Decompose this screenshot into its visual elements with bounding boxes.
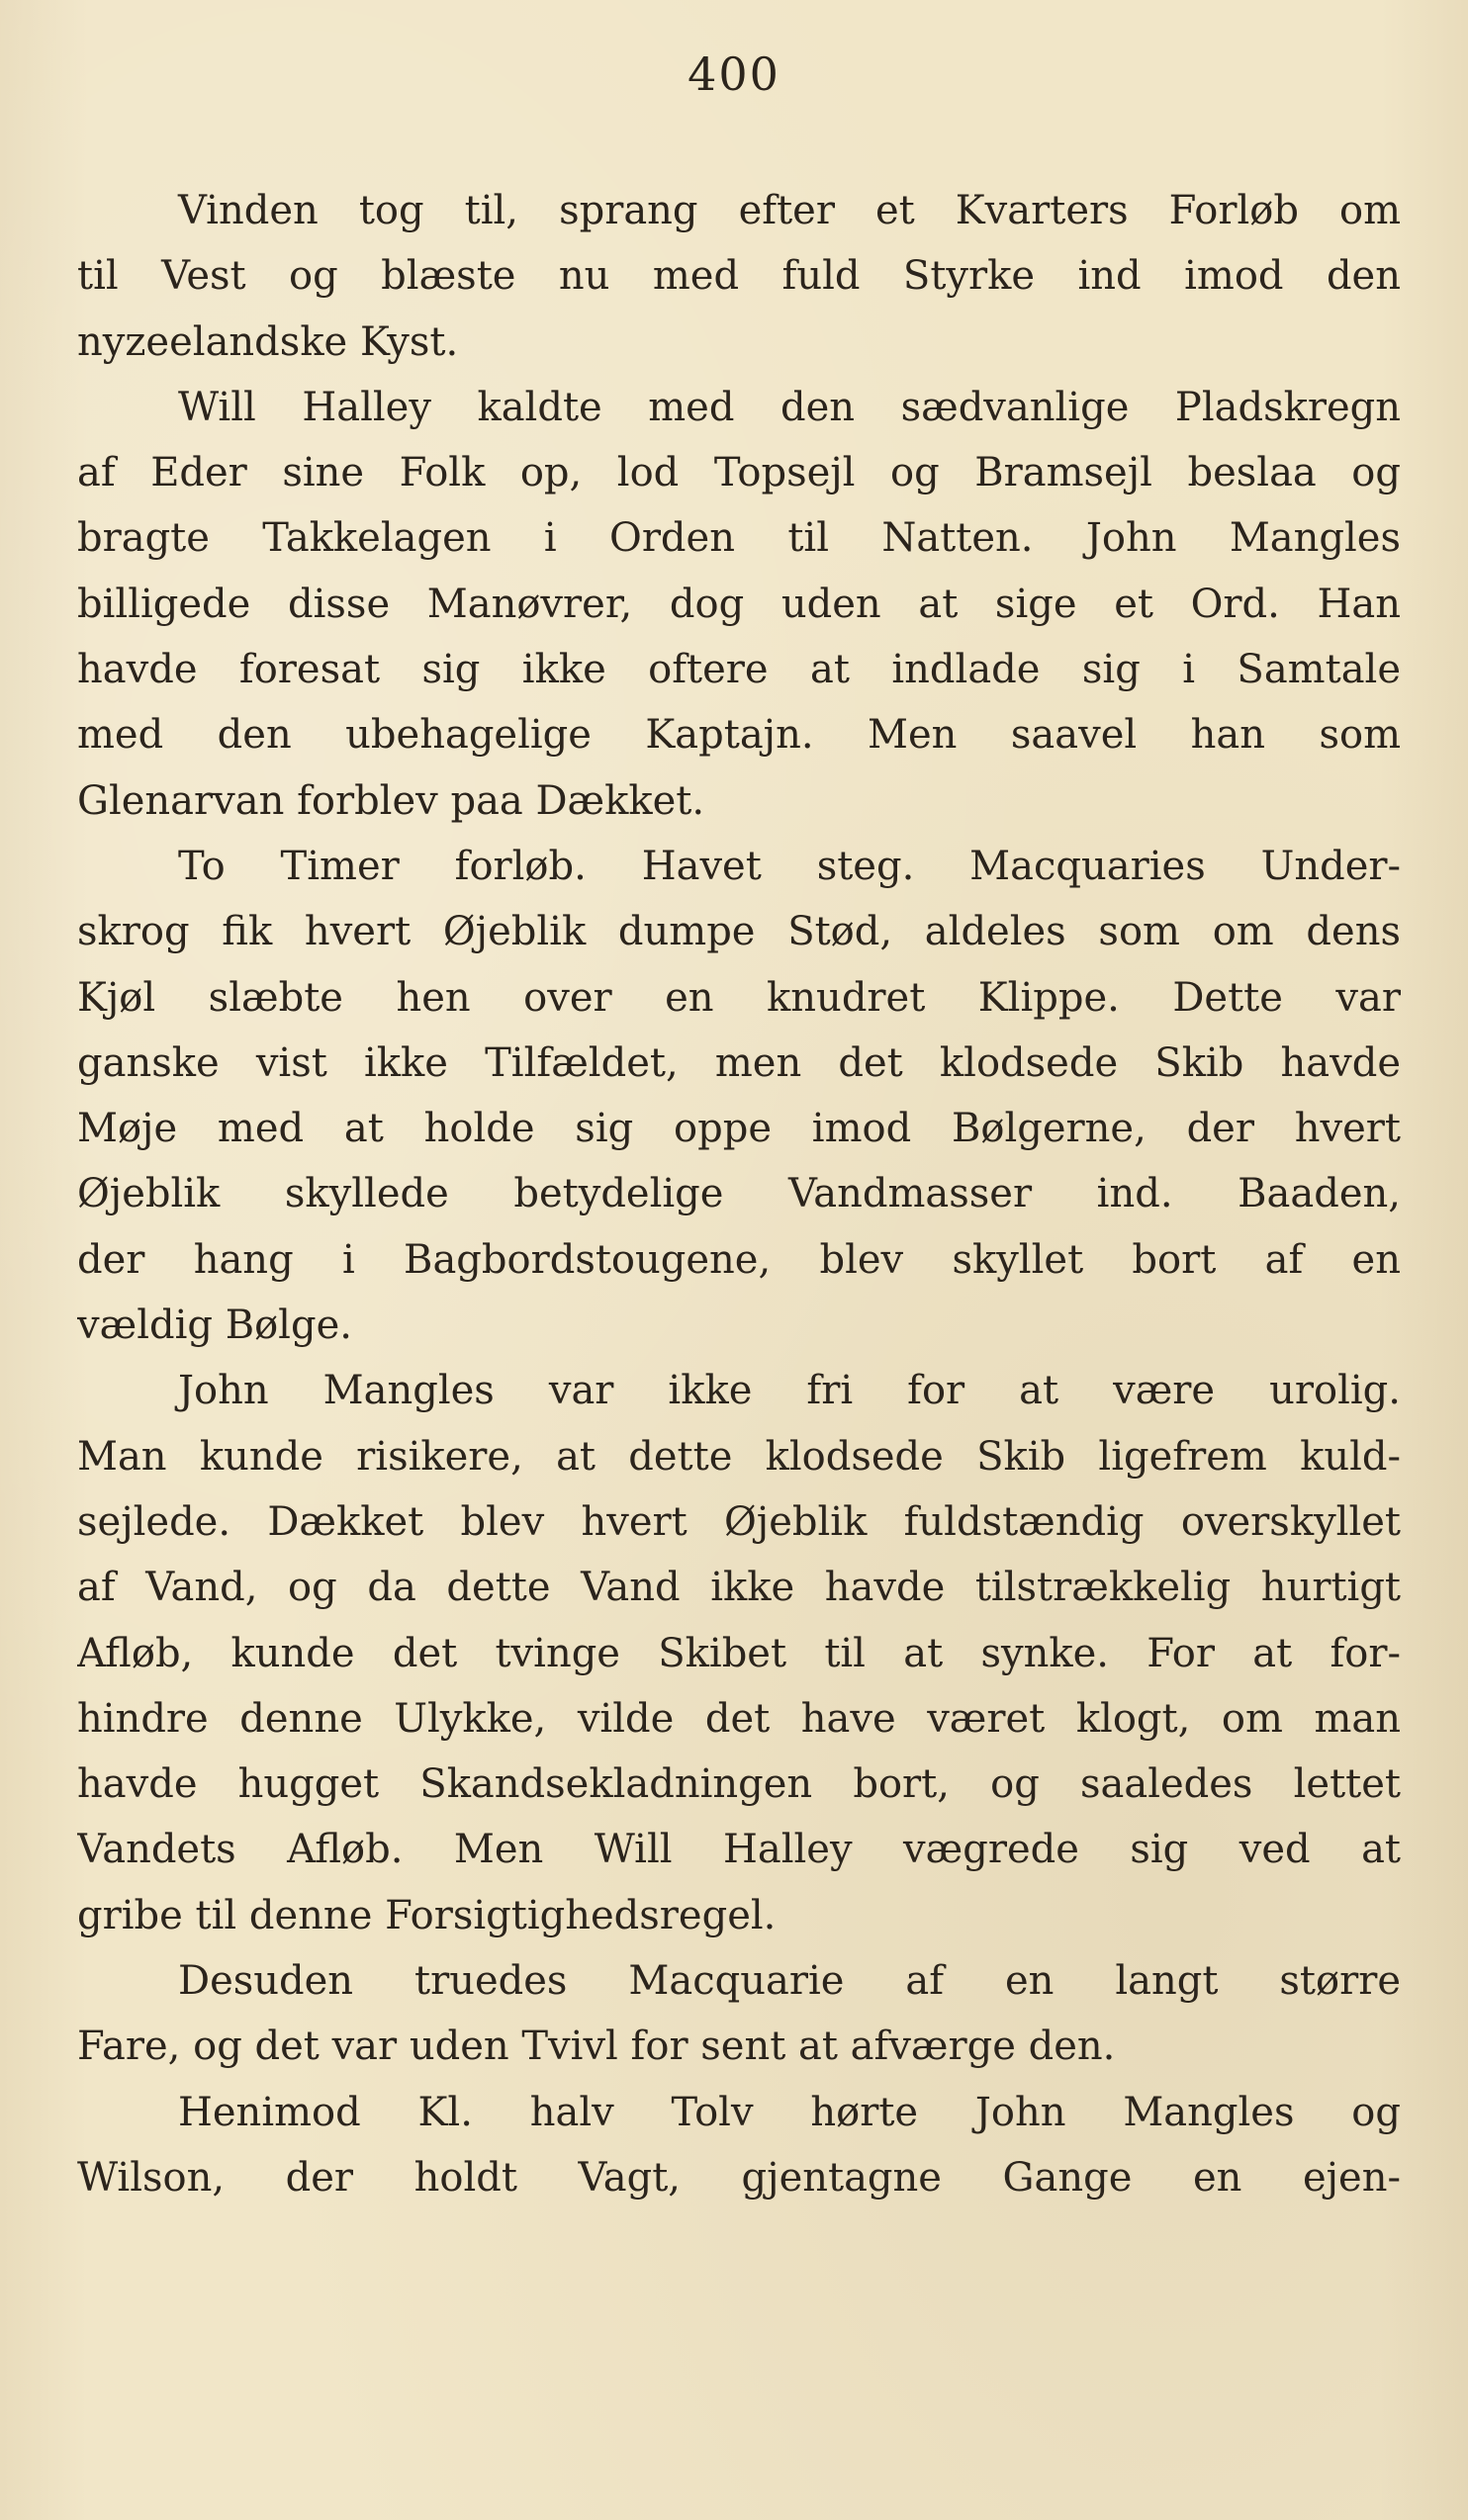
- text-line: Vinden tog til, sprang efter et Kvarters Forløb om: [178, 188, 1401, 233]
- text-line: Fare, og det var uden Tvivl for sent at afværge den.: [77, 2024, 1116, 2070]
- text-line: hindre denne Ulykke, vilde det have været klogt, om man: [77, 1695, 1401, 1742]
- text-line: Møje med at holde sig oppe imod Bølgerne, der hvert: [77, 1106, 1401, 1152]
- text-line: Glenarvan forblev paa Dækket.: [77, 777, 705, 824]
- paragraph-3: [77, 834, 1401, 1358]
- text-line: Henimod Kl. halv Tolv hørte John Mangles og: [178, 2089, 1401, 2135]
- paragraph-6: [77, 2080, 1401, 2211]
- text-line: Desuden truedes Macquarie af en langt større: [178, 1958, 1401, 2005]
- paragraph-1: [77, 178, 1401, 375]
- text-line: af Vand, og da dette Vand ikke havde tilstrækkelig hurtigt: [77, 1565, 1401, 1611]
- text-line: Wilson, der holdt Vagt, gjentagne Gange en ejen-: [77, 2154, 1401, 2201]
- paragraph-2: [77, 375, 1401, 834]
- text-line: John Mangles var ikke fri for at være urolig.: [178, 1368, 1401, 1414]
- text-line: gribe til denne Forsigtighedsregel.: [77, 1892, 777, 1938]
- text-line: ganske vist ikke Tilfældet, men det klodsede Skib havde: [77, 1039, 1401, 1086]
- text-line: til Vest og blæste nu med fuld Styrke ind imod den: [77, 253, 1401, 300]
- text-line: To Timer forløb. Havet steg. Macquaries Under-: [178, 843, 1401, 889]
- text-line: af Eder sine Folk op, lod Topsejl og Bramsejl beslaa og: [77, 450, 1401, 496]
- text-line: havde hugget Skandsekladningen bort, og saaledes lettet: [77, 1761, 1401, 1808]
- text-line: der hang i Bagbordstougene, blev skyllet bort af en: [77, 1236, 1401, 1283]
- text-line: Afløb, kunde det tvinge Skibet til at synke. For at for-: [77, 1630, 1401, 1676]
- text-line: bragte Takkelagen i Orden til Natten. John Mangles: [77, 515, 1401, 562]
- text-line: Vandets Afløb. Men Will Halley vægrede sig ved at: [77, 1827, 1401, 1873]
- text-line: nyzeelandske Kyst.: [77, 318, 459, 365]
- text-line: med den ubehagelige Kaptajn. Men saavel han som: [77, 712, 1401, 759]
- text-line: sejlede. Dækket blev hvert Øjeblik fuldstændig overskyllet: [77, 1498, 1401, 1545]
- text-line: havde foresat sig ikke oftere at indlade sig i Samtale: [77, 647, 1401, 693]
- body-text: [77, 178, 1401, 2210]
- text-line: Man kunde risikere, at dette klodsede Skib ligefrem kuld-: [77, 1433, 1401, 1480]
- page-number: 400: [688, 47, 780, 101]
- text-line: vældig Bølge.: [77, 1303, 352, 1349]
- text-line: Kjøl slæbte hen over en knudret Klippe. Dette var: [77, 974, 1401, 1021]
- paragraph-5: [77, 1948, 1401, 2080]
- text-line: billigede disse Manøvrer, dog uden at sige et Ord. Han: [77, 581, 1401, 627]
- text-line: Will Halley kaldte med den sædvanlige Pladskregn: [178, 384, 1401, 430]
- text-line: Øjeblik skyllede betydelige Vandmasser ind. Baaden,: [77, 1171, 1401, 1217]
- paragraph-4: [77, 1358, 1401, 1948]
- text-line: skrog fik hvert Øjeblik dumpe Stød, aldeles som om dens: [77, 909, 1401, 955]
